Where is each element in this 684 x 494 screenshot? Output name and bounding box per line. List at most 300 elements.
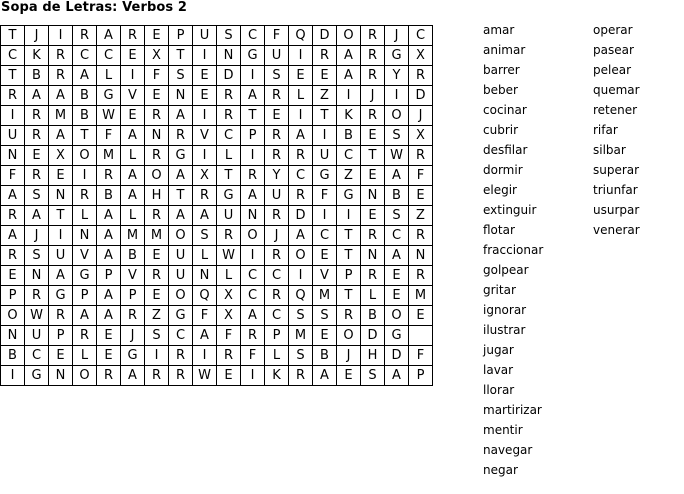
grid-cell[interactable]: O [385, 306, 409, 326]
grid-cell[interactable]: P [241, 126, 265, 146]
grid-cell[interactable]: N [73, 226, 97, 246]
grid-cell[interactable]: D [385, 346, 409, 366]
grid-cell[interactable]: C [409, 26, 433, 46]
grid-cell[interactable]: I [73, 166, 97, 186]
grid-cell[interactable]: I [241, 246, 265, 266]
grid-cell[interactable]: L [121, 146, 145, 166]
grid-cell[interactable]: N [409, 246, 433, 266]
grid-cell[interactable]: E [217, 366, 241, 386]
grid-cell[interactable]: A [97, 226, 121, 246]
grid-cell[interactable]: R [265, 206, 289, 226]
grid-cell[interactable]: S [385, 126, 409, 146]
grid-cell[interactable]: S [217, 26, 241, 46]
grid-cell[interactable]: J [265, 226, 289, 246]
grid-cell[interactable]: X [193, 166, 217, 186]
grid-cell[interactable]: R [361, 266, 385, 286]
grid-cell[interactable]: C [73, 46, 97, 66]
grid-cell[interactable]: T [337, 286, 361, 306]
grid-cell[interactable]: X [49, 146, 73, 166]
grid-cell[interactable]: P [337, 266, 361, 286]
grid-cell[interactable]: F [97, 126, 121, 146]
grid-cell[interactable]: A [49, 126, 73, 146]
grid-cell[interactable]: Z [145, 306, 169, 326]
grid-cell[interactable]: F [409, 346, 433, 366]
grid-cell[interactable]: E [145, 26, 169, 46]
grid-cell[interactable]: A [385, 166, 409, 186]
grid-cell[interactable]: J [409, 106, 433, 126]
grid-cell[interactable]: E [313, 246, 337, 266]
grid-cell[interactable]: I [193, 106, 217, 126]
grid-cell[interactable]: A [337, 46, 361, 66]
grid-cell[interactable]: J [25, 26, 49, 46]
grid-cell[interactable]: C [241, 26, 265, 46]
grid-cell[interactable]: T [1, 26, 25, 46]
grid-cell[interactable]: R [49, 46, 73, 66]
grid-cell[interactable]: G [97, 86, 121, 106]
grid-cell[interactable]: I [121, 66, 145, 86]
grid-cell[interactable]: D [217, 66, 241, 86]
grid-cell[interactable]: A [121, 126, 145, 146]
grid-cell[interactable]: R [121, 26, 145, 46]
grid-cell[interactable]: E [193, 86, 217, 106]
grid-cell[interactable]: S [385, 206, 409, 226]
grid-cell[interactable]: M [97, 146, 121, 166]
grid-cell[interactable]: R [97, 166, 121, 186]
grid-cell[interactable]: F [241, 346, 265, 366]
grid-cell[interactable]: R [25, 286, 49, 306]
grid-cell[interactable]: T [337, 226, 361, 246]
grid-cell[interactable]: I [49, 26, 73, 46]
grid-cell[interactable]: B [337, 126, 361, 146]
grid-cell[interactable]: E [97, 346, 121, 366]
grid-cell[interactable]: B [385, 186, 409, 206]
grid-cell[interactable]: I [289, 46, 313, 66]
grid-cell[interactable]: R [121, 306, 145, 326]
grid-cell[interactable]: F [313, 186, 337, 206]
grid-cell[interactable]: G [169, 306, 193, 326]
grid-cell[interactable]: S [25, 246, 49, 266]
grid-cell[interactable]: U [49, 246, 73, 266]
grid-cell[interactable]: R [265, 126, 289, 146]
grid-cell[interactable]: N [49, 186, 73, 206]
grid-cell[interactable]: V [121, 266, 145, 286]
grid-cell[interactable]: I [241, 66, 265, 86]
grid-cell[interactable]: A [241, 306, 265, 326]
grid-cell[interactable]: N [145, 126, 169, 146]
grid-cell[interactable]: B [73, 86, 97, 106]
grid-cell[interactable]: L [121, 206, 145, 226]
grid-cell[interactable]: P [1, 286, 25, 306]
grid-cell[interactable]: T [49, 206, 73, 226]
grid-cell[interactable]: G [337, 186, 361, 206]
grid-cell[interactable]: L [217, 146, 241, 166]
grid-cell[interactable]: J [361, 86, 385, 106]
grid-cell[interactable]: T [169, 186, 193, 206]
grid-cell[interactable]: G [217, 186, 241, 206]
grid-cell[interactable]: R [361, 226, 385, 246]
grid-cell[interactable]: R [361, 46, 385, 66]
grid-cell[interactable]: R [409, 226, 433, 246]
grid-cell[interactable]: D [361, 326, 385, 346]
grid-cell[interactable]: O [289, 246, 313, 266]
grid-cell[interactable]: R [265, 146, 289, 166]
grid-cell[interactable]: U [193, 26, 217, 46]
grid-cell[interactable]: E [145, 246, 169, 266]
grid-cell[interactable]: T [73, 126, 97, 146]
grid-cell[interactable]: T [337, 246, 361, 266]
grid-cell[interactable]: O [145, 166, 169, 186]
grid-cell[interactable]: O [169, 286, 193, 306]
grid-cell[interactable]: S [265, 66, 289, 86]
grid-cell[interactable]: R [25, 126, 49, 146]
grid-cell[interactable]: D [289, 206, 313, 226]
grid-cell[interactable]: V [121, 86, 145, 106]
grid-cell[interactable]: G [313, 166, 337, 186]
grid-cell[interactable]: L [361, 286, 385, 306]
grid-cell[interactable]: T [1, 66, 25, 86]
grid-cell[interactable]: R [241, 166, 265, 186]
grid-cell[interactable]: I [193, 46, 217, 66]
grid-cell[interactable]: L [193, 246, 217, 266]
grid-cell[interactable]: O [73, 146, 97, 166]
grid-cell[interactable]: O [241, 226, 265, 246]
grid-cell[interactable]: A [1, 226, 25, 246]
grid-cell[interactable]: S [145, 326, 169, 346]
grid-cell[interactable]: R [169, 126, 193, 146]
grid-cell[interactable]: I [241, 366, 265, 386]
grid-cell[interactable]: A [169, 166, 193, 186]
grid-cell[interactable]: R [217, 346, 241, 366]
grid-cell[interactable]: E [1, 266, 25, 286]
grid-cell[interactable]: R [265, 286, 289, 306]
grid-cell[interactable]: I [313, 126, 337, 146]
grid-cell[interactable]: J [121, 326, 145, 346]
grid-cell[interactable] [409, 326, 433, 346]
grid-cell[interactable]: R [289, 366, 313, 386]
grid-cell[interactable]: S [193, 226, 217, 246]
grid-cell[interactable]: R [145, 206, 169, 226]
grid-cell[interactable]: G [385, 46, 409, 66]
grid-cell[interactable]: R [169, 346, 193, 366]
grid-cell[interactable]: Y [385, 66, 409, 86]
grid-cell[interactable]: R [409, 146, 433, 166]
grid-cell[interactable]: R [337, 306, 361, 326]
grid-cell[interactable]: F [409, 166, 433, 186]
grid-cell[interactable]: N [217, 46, 241, 66]
grid-cell[interactable]: R [49, 306, 73, 326]
grid-cell[interactable]: W [97, 106, 121, 126]
grid-cell[interactable]: A [337, 66, 361, 86]
grid-cell[interactable]: O [337, 26, 361, 46]
grid-cell[interactable]: G [169, 146, 193, 166]
grid-cell[interactable]: G [73, 266, 97, 286]
grid-cell[interactable]: C [241, 266, 265, 286]
grid-cell[interactable]: A [73, 306, 97, 326]
grid-cell[interactable]: C [289, 166, 313, 186]
grid-cell[interactable]: E [49, 346, 73, 366]
grid-cell[interactable]: X [409, 46, 433, 66]
grid-cell[interactable]: R [1, 86, 25, 106]
grid-cell[interactable]: E [409, 306, 433, 326]
grid-cell[interactable]: F [1, 166, 25, 186]
grid-cell[interactable]: T [313, 106, 337, 126]
grid-cell[interactable]: R [217, 86, 241, 106]
grid-cell[interactable]: E [313, 66, 337, 86]
grid-cell[interactable]: G [241, 46, 265, 66]
grid-cell[interactable]: U [169, 246, 193, 266]
grid-cell[interactable]: Z [409, 206, 433, 226]
grid-cell[interactable]: I [337, 206, 361, 226]
grid-cell[interactable]: E [25, 146, 49, 166]
grid-cell[interactable]: R [73, 186, 97, 206]
grid-cell[interactable]: A [97, 206, 121, 226]
grid-cell[interactable]: L [97, 66, 121, 86]
grid-cell[interactable]: P [409, 366, 433, 386]
grid-cell[interactable]: L [73, 206, 97, 226]
grid-cell[interactable]: A [289, 126, 313, 146]
grid-cell[interactable]: U [265, 186, 289, 206]
grid-cell[interactable]: A [49, 266, 73, 286]
grid-cell[interactable]: R [265, 86, 289, 106]
grid-cell[interactable]: E [121, 106, 145, 126]
grid-cell[interactable]: X [145, 46, 169, 66]
grid-cell[interactable]: L [217, 266, 241, 286]
grid-cell[interactable]: A [97, 246, 121, 266]
grid-cell[interactable]: I [193, 146, 217, 166]
grid-cell[interactable]: H [145, 186, 169, 206]
grid-cell[interactable]: P [97, 266, 121, 286]
grid-cell[interactable]: R [97, 366, 121, 386]
grid-cell[interactable]: E [97, 326, 121, 346]
grid-cell[interactable]: C [337, 146, 361, 166]
grid-cell[interactable]: R [1, 206, 25, 226]
grid-cell[interactable]: C [217, 126, 241, 146]
grid-cell[interactable]: W [25, 306, 49, 326]
grid-cell[interactable]: A [97, 26, 121, 46]
grid-cell[interactable]: G [49, 286, 73, 306]
grid-cell[interactable]: L [73, 346, 97, 366]
grid-cell[interactable]: R [289, 146, 313, 166]
grid-cell[interactable]: R [241, 326, 265, 346]
grid-cell[interactable]: A [121, 186, 145, 206]
grid-cell[interactable]: A [73, 66, 97, 86]
grid-cell[interactable]: C [241, 286, 265, 306]
grid-cell[interactable]: R [1, 246, 25, 266]
grid-cell[interactable]: A [49, 86, 73, 106]
grid-cell[interactable]: R [193, 186, 217, 206]
grid-cell[interactable]: N [49, 366, 73, 386]
grid-cell[interactable]: R [145, 146, 169, 166]
grid-cell[interactable]: O [337, 326, 361, 346]
grid-cell[interactable]: X [217, 286, 241, 306]
grid-cell[interactable]: R [217, 226, 241, 246]
grid-cell[interactable]: S [25, 186, 49, 206]
grid-cell[interactable]: B [25, 66, 49, 86]
grid-cell[interactable]: Z [313, 86, 337, 106]
grid-cell[interactable]: E [409, 186, 433, 206]
grid-cell[interactable]: S [289, 306, 313, 326]
grid-cell[interactable]: E [289, 66, 313, 86]
grid-cell[interactable]: B [361, 306, 385, 326]
grid-cell[interactable]: X [217, 306, 241, 326]
grid-cell[interactable]: S [313, 306, 337, 326]
grid-cell[interactable]: L [265, 346, 289, 366]
grid-cell[interactable]: B [313, 346, 337, 366]
grid-cell[interactable]: E [313, 326, 337, 346]
grid-cell[interactable]: I [289, 106, 313, 126]
grid-cell[interactable]: P [121, 286, 145, 306]
grid-cell[interactable]: B [121, 246, 145, 266]
grid-cell[interactable]: A [289, 226, 313, 246]
grid-cell[interactable]: K [265, 366, 289, 386]
grid-cell[interactable]: T [217, 166, 241, 186]
grid-cell[interactable]: A [313, 366, 337, 386]
grid-cell[interactable]: E [361, 206, 385, 226]
grid-cell[interactable]: E [361, 166, 385, 186]
grid-cell[interactable]: S [169, 66, 193, 86]
grid-cell[interactable]: O [385, 106, 409, 126]
grid-cell[interactable]: X [409, 126, 433, 146]
grid-cell[interactable]: F [265, 26, 289, 46]
grid-cell[interactable]: R [289, 186, 313, 206]
grid-cell[interactable]: A [241, 186, 265, 206]
grid-cell[interactable]: A [121, 166, 145, 186]
grid-cell[interactable]: M [121, 226, 145, 246]
grid-cell[interactable]: I [313, 206, 337, 226]
grid-cell[interactable]: W [385, 146, 409, 166]
grid-cell[interactable]: U [1, 126, 25, 146]
grid-cell[interactable]: U [25, 326, 49, 346]
grid-cell[interactable]: G [121, 346, 145, 366]
grid-cell[interactable]: S [361, 366, 385, 386]
grid-cell[interactable]: E [265, 106, 289, 126]
grid-cell[interactable]: I [193, 346, 217, 366]
grid-cell[interactable]: F [145, 66, 169, 86]
grid-cell[interactable]: I [1, 366, 25, 386]
grid-cell[interactable]: E [145, 286, 169, 306]
grid-cell[interactable]: I [241, 146, 265, 166]
grid-cell[interactable]: C [25, 346, 49, 366]
grid-cell[interactable]: A [193, 326, 217, 346]
grid-cell[interactable]: B [73, 106, 97, 126]
grid-cell[interactable]: N [169, 86, 193, 106]
grid-cell[interactable]: E [385, 266, 409, 286]
grid-cell[interactable]: A [385, 366, 409, 386]
grid-cell[interactable]: N [25, 266, 49, 286]
grid-cell[interactable]: I [1, 106, 25, 126]
grid-cell[interactable]: R [25, 166, 49, 186]
grid-cell[interactable]: R [409, 66, 433, 86]
grid-cell[interactable]: A [25, 206, 49, 226]
grid-cell[interactable]: C [313, 226, 337, 246]
grid-cell[interactable]: U [217, 206, 241, 226]
grid-cell[interactable]: S [289, 346, 313, 366]
grid-cell[interactable]: R [25, 106, 49, 126]
grid-cell[interactable]: E [385, 286, 409, 306]
grid-cell[interactable]: P [169, 26, 193, 46]
grid-cell[interactable]: A [121, 366, 145, 386]
grid-cell[interactable]: W [193, 366, 217, 386]
grid-cell[interactable]: C [1, 46, 25, 66]
grid-cell[interactable]: J [385, 26, 409, 46]
grid-cell[interactable]: M [313, 286, 337, 306]
grid-cell[interactable]: E [337, 366, 361, 386]
grid-cell[interactable]: A [97, 286, 121, 306]
grid-cell[interactable]: T [361, 146, 385, 166]
grid-cell[interactable]: M [409, 286, 433, 306]
grid-cell[interactable]: C [169, 326, 193, 346]
grid-cell[interactable]: V [73, 246, 97, 266]
grid-cell[interactable]: O [1, 306, 25, 326]
grid-cell[interactable]: E [361, 126, 385, 146]
grid-cell[interactable]: C [265, 266, 289, 286]
grid-cell[interactable]: I [145, 346, 169, 366]
grid-cell[interactable]: R [409, 266, 433, 286]
grid-cell[interactable]: E [145, 86, 169, 106]
grid-cell[interactable]: A [1, 186, 25, 206]
grid-cell[interactable]: I [385, 86, 409, 106]
grid-cell[interactable]: A [169, 106, 193, 126]
grid-cell[interactable]: V [313, 266, 337, 286]
grid-cell[interactable]: F [193, 306, 217, 326]
grid-cell[interactable]: N [193, 266, 217, 286]
grid-cell[interactable]: E [121, 46, 145, 66]
grid-cell[interactable]: R [49, 66, 73, 86]
grid-cell[interactable]: R [361, 26, 385, 46]
grid-cell[interactable]: C [385, 226, 409, 246]
grid-cell[interactable]: R [265, 246, 289, 266]
grid-cell[interactable]: K [337, 106, 361, 126]
grid-cell[interactable]: C [97, 46, 121, 66]
grid-cell[interactable]: P [73, 286, 97, 306]
grid-cell[interactable]: N [1, 326, 25, 346]
grid-cell[interactable]: A [25, 86, 49, 106]
grid-cell[interactable]: I [49, 226, 73, 246]
grid-cell[interactable]: A [241, 86, 265, 106]
grid-cell[interactable]: K [25, 46, 49, 66]
grid-cell[interactable]: I [337, 86, 361, 106]
grid-cell[interactable]: J [337, 346, 361, 366]
grid-cell[interactable]: N [1, 146, 25, 166]
grid-cell[interactable]: A [385, 246, 409, 266]
grid-cell[interactable]: O [73, 366, 97, 386]
grid-cell[interactable]: P [49, 326, 73, 346]
grid-cell[interactable]: I [289, 266, 313, 286]
grid-cell[interactable]: B [1, 346, 25, 366]
grid-cell[interactable]: R [313, 46, 337, 66]
grid-cell[interactable]: E [193, 66, 217, 86]
grid-cell[interactable]: A [193, 206, 217, 226]
grid-cell[interactable]: V [193, 126, 217, 146]
grid-cell[interactable]: N [241, 206, 265, 226]
grid-cell[interactable]: R [73, 26, 97, 46]
grid-cell[interactable]: Q [289, 26, 313, 46]
grid-cell[interactable]: N [361, 246, 385, 266]
grid-cell[interactable]: U [169, 266, 193, 286]
grid-cell[interactable]: R [145, 266, 169, 286]
grid-cell[interactable]: D [409, 86, 433, 106]
grid-cell[interactable]: T [241, 106, 265, 126]
grid-cell[interactable]: E [49, 166, 73, 186]
grid-cell[interactable]: Y [265, 166, 289, 186]
grid-cell[interactable]: M [289, 326, 313, 346]
grid-cell[interactable]: J [25, 226, 49, 246]
grid-cell[interactable]: N [361, 186, 385, 206]
grid-cell[interactable]: F [217, 326, 241, 346]
grid-cell[interactable]: R [169, 366, 193, 386]
grid-cell[interactable]: C [265, 306, 289, 326]
grid-cell[interactable]: M [49, 106, 73, 126]
